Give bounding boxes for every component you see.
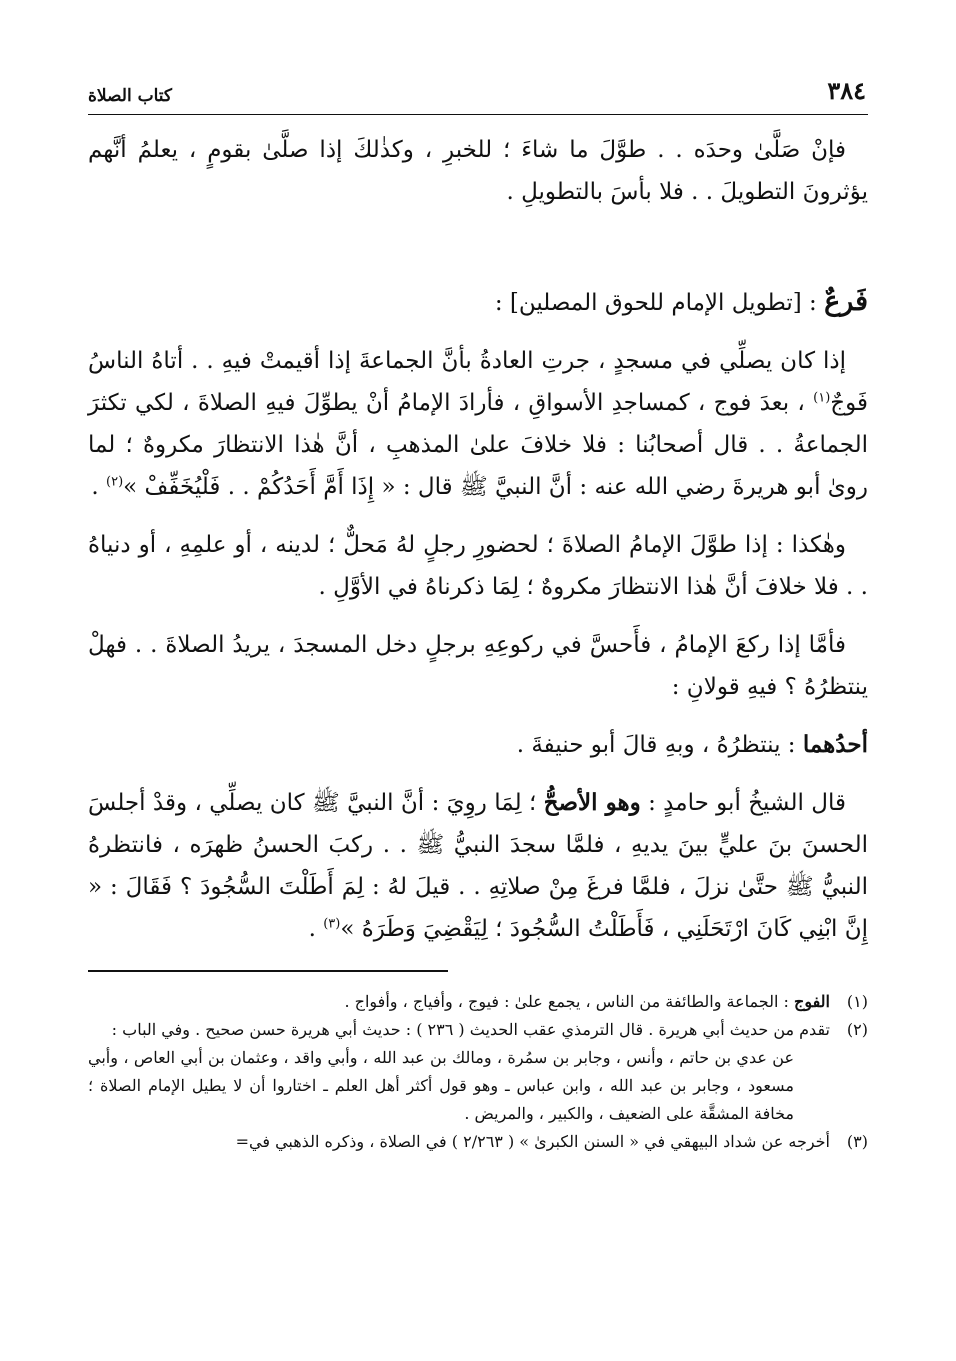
paragraph: قال الشيخُ أبو حامدٍ : وهو الأصحُّ ؛ لِمَا روِيَ : أنَّ النبيَّ ﷺ كان يصلِّي ، وقدْ أجلسَ الحسنَ بنَ عليٍّ بينَ يديهِ ، فلمَّا سجدَ النبيُّ ﷺ . . ركبَ الحسنُ ظهرَه ، فانتظرهُ النبيُّ ﷺ حتَّىٰ نزلَ ، فلمَّا فرغَ مِنْ صلاتِهِ . . قيلَ لهُ : لِمَ أَطَلْتَ السُّجُودَ ؟ فَقَالَ : « إِنَّ ابْنِي كَانَ ارْتَحَلَنِي ، فَأَطَلْتُ السُّجُودَ ؛ لِيَقْضِيَ وَطَرَهُ »$^{(٣)}$ . — [88, 789, 868, 942]
footnote-number: (٣) — [846, 1131, 868, 1151]
footnote: (٣) أخرجه عن شداد البيهقي في « السنن الكبرىٰ » ( ٢/٢٦٣ ) في الصلاة ، وذكره الذهبي في= — [88, 1128, 868, 1156]
paragraph: أحدُهما : ينتظرُهُ ، وبهِ قالَ أبو حنيفةَ . — [516, 731, 868, 758]
section-heading — [88, 281, 868, 324]
footnotes — [88, 988, 868, 1156]
paragraph: إذا كان يصلِّي في مسجدٍ ، جرتِ العادةُ بأنَّ الجماعةَ إذا أقيمتْ فيهِ . . أتاهُ الناسُ فَوجٌ$^{(١)}$ ، بعدَ فوج ، كمساجدِ الأسواقِ ، فأرادَ الإمامُ أنْ يطوِّلَ فيهِ الصلاةَ ، لكي تكثرَ الجماعةُ . . قال أصحابُنا : فلا خلافَ علىٰ المذهبِ ، أنَّ هٰذا الانتظارَ مكروهٌ ؛ لما روىٰ أبو هريرةَ رضي الله عنه : أنَّ النبيَّ ﷺ قال : « إِذَا أَمَّ أَحَدُكُمْ . . فَلْيُخَفِّفْ »$^{(٢)}$ . — [88, 348, 868, 500]
footnote-continuation: عن عدي بن حاتم ، وأنس ، وجابر بن سمُرة ، ومالك بن عبد الله ، وأبي واقد ، وعثمان بن أبي العاص ، وأبي مسعود ، وجابر بن عبد الله ، وابن عباس ـ وهو قول أكثر أهل العلم ـ اختاروا أن لا يطيل الإمام الصلاة ؛ مخافة المشقَّة على الضعيف ، والكبير ، والمريض . — [88, 1047, 794, 1123]
bold-term: الفوج — [793, 991, 830, 1011]
paragraph: وهٰكذا : إذا طوَّلَ الإمامُ الصلاةَ ؛ لحضورِ رجلٍ لهُ مَحلٌّ ؛ لدينه ، أو علمِهِ ، أو دنياهُ . . فلا خلافَ أنَّ هٰذا الانتظارَ مكروهٌ ؛ لِمَا ذكرناهُ في الأوَّلِ . — [88, 532, 868, 600]
footnote-number: (٢) — [846, 1019, 868, 1039]
running-title: كتاب الصلاة — [88, 86, 173, 106]
footnote: (١) الفوج : الجماعة والطائفة من الناس ، يجمع علىٰ : فيوج ، وأفياج ، وأفواج . — [88, 988, 868, 1016]
footnote-ref[interactable]: (٣) — [323, 916, 341, 932]
section-title: : [تطويل الإمام للحوق المصلين] : — [494, 290, 825, 316]
page-header — [88, 76, 868, 115]
far-label: فَرعٌ — [824, 286, 868, 317]
footnote-number: (١) — [846, 991, 868, 1011]
paragraph: فأمَّا إذا ركعَ الإمامُ ، فأَحسَّ في ركوعِهِ برجلٍ دخل المسجدَ ، يريدُ الصلاةَ . . فهلْ ينتظرُهُ ؟ فيهِ قولانِ : — [88, 632, 868, 700]
footnote-ref[interactable]: (١) — [813, 390, 831, 406]
footnote: (٢) تقدم من حديث أبي هريرة . قال الترمذي عقب الحديث ( ٢٣٦ ) : حديث أبي هريرة حسن صحيح . وفي الباب : — [88, 1016, 868, 1044]
bold-term: وهو الأصحُّ — [543, 789, 641, 816]
bold-term: أحدُهما — [802, 731, 868, 758]
footnote-divider — [88, 970, 448, 972]
paragraph: فإنْ صَلَّىٰ وحدَه . . طوَّلَ ما شاءَ ؛ للخبرِ ، وكذٰلكَ إذا صلَّىٰ بقومٍ ، يعلمُ أنَّهم يؤثرونَ التطويلَ . . فلا بأسَ بالتطويلِ . — [88, 137, 868, 205]
book-page — [88, 76, 868, 1156]
main-text — [88, 129, 868, 950]
page-number: ٣٨٤ — [827, 76, 866, 105]
footnote-ref[interactable]: (٢) — [106, 474, 124, 490]
